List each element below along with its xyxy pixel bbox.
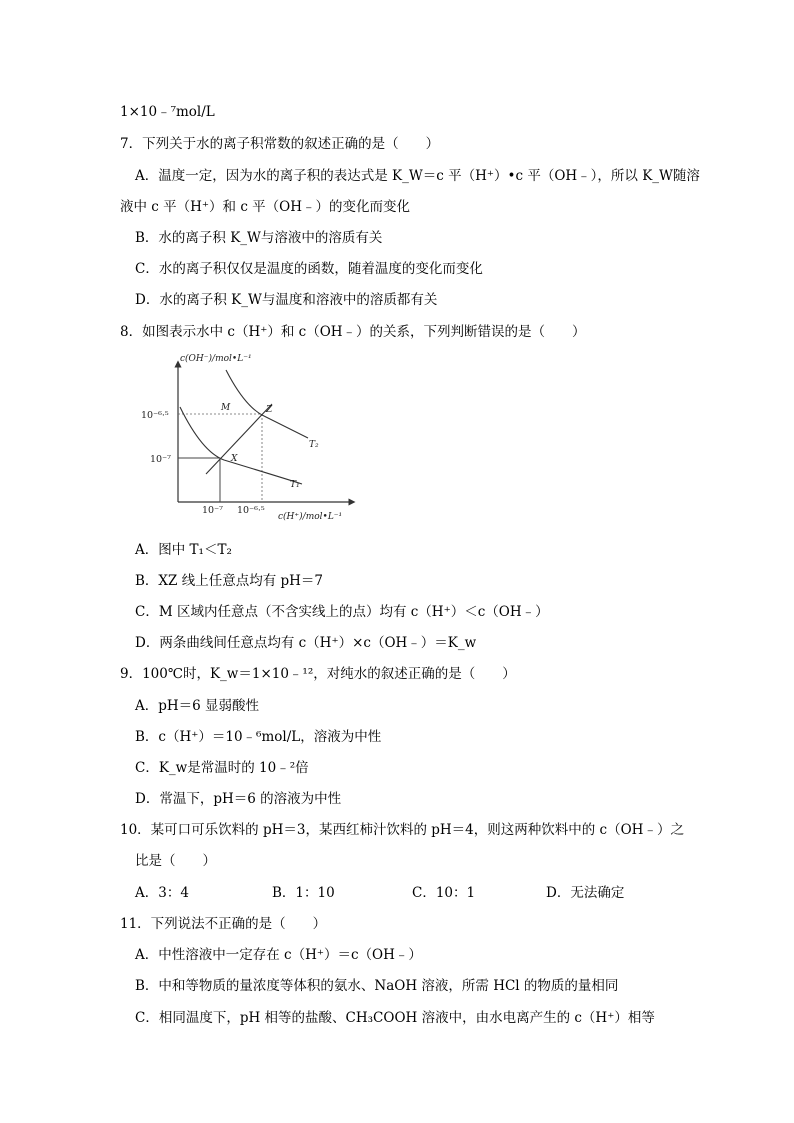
kw-curve-svg bbox=[140, 352, 365, 524]
kw-curve-figure bbox=[140, 352, 365, 524]
point-label-z: Z bbox=[266, 405, 273, 415]
q7-option-b: B．水的离子积 K_W与溶液中的溶质有关 bbox=[135, 230, 383, 246]
curve-t1 bbox=[180, 407, 302, 484]
question-7: 7．下列关于水的离子积常数的叙述正确的是（ ） bbox=[120, 136, 440, 152]
q10-option-d: D．无法确定 bbox=[546, 885, 625, 901]
q10-option-a: A．3：4 bbox=[135, 885, 189, 901]
curve-label-t1: T₁ bbox=[290, 480, 300, 490]
q8-option-a: A．图中 T₁＜T₂ bbox=[135, 542, 232, 558]
q7-option-a-line1: A．温度一定，因为水的离子积的表达式是 K_W＝c 平（H⁺）•c 平（OH﹣），所以 K_W随溶 bbox=[135, 168, 700, 184]
q7-option-a-line2: 液中 c 平（H⁺）和 c 平（OH﹣）的变化而变化 bbox=[120, 199, 411, 215]
y-tick-1: 10⁻⁶·⁵ bbox=[141, 410, 169, 421]
q8-option-b: B．XZ 线上任意点均有 pH＝7 bbox=[135, 573, 323, 589]
q11-option-a: A．中性溶液中一定存在 c（H⁺）＝c（OH﹣） bbox=[135, 947, 422, 963]
y-tick-2: 10⁻⁷ bbox=[150, 454, 171, 465]
question-10: 10．某可口可乐饮料的 pH＝3，某西红柿汁饮料的 pH＝4，则这两种饮料中的 c（OH﹣）之 bbox=[120, 822, 684, 838]
q9-option-c: C．K_w是常温时的 10﹣²倍 bbox=[135, 760, 309, 776]
q10-option-b: B．1：10 bbox=[272, 885, 335, 901]
q11-option-c: C．相同温度下，pH 相等的盐酸、CH₃COOH 溶液中，由水电离产生的 c（H⁺）相等 bbox=[135, 1010, 655, 1026]
curve-t2 bbox=[226, 370, 308, 438]
question-9: 9．100℃时，K_w＝1×10﹣¹²，对纯水的叙述正确的是（ ） bbox=[120, 666, 516, 682]
q7-option-d: D．水的离子积 K_W与温度和溶液中的溶质都有关 bbox=[135, 292, 438, 308]
q9-option-d: D．常温下，pH＝6 的溶液为中性 bbox=[135, 791, 342, 807]
curve-label-t2: T₂ bbox=[309, 440, 319, 450]
question-11: 11．下列说法不正确的是（ ） bbox=[120, 916, 327, 932]
q8-option-c: C．M 区域内任意点（不含实线上的点）均有 c（H⁺）＜c（OH﹣） bbox=[135, 604, 549, 620]
text-line: 1×10﹣⁷mol/L bbox=[120, 104, 215, 120]
question-10-cont: 比是（ ） bbox=[135, 853, 216, 869]
q10-option-c: C．10：1 bbox=[412, 885, 476, 901]
point-label-m: M bbox=[221, 403, 231, 413]
q11-option-b: B．中和等物质的量浓度等体积的氨水、NaOH 溶液，所需 HCl 的物质的量相同 bbox=[135, 978, 619, 994]
q7-option-c: C．水的离子积仅仅是温度的函数，随着温度的变化而变化 bbox=[135, 261, 483, 277]
q8-option-d: D．两条曲线间任意点均有 c（H⁺）×c（OH﹣）＝K_w bbox=[135, 635, 477, 651]
x-axis-label: c(H⁺)/mol•L⁻¹ bbox=[278, 512, 343, 522]
q9-option-b: B．c（H⁺）＝10﹣⁶mol/L，溶液为中性 bbox=[135, 729, 382, 745]
x-tick-1: 10⁻⁷ bbox=[202, 505, 223, 516]
q9-option-a: A．pH＝6 显弱酸性 bbox=[135, 698, 260, 714]
question-8: 8．如图表示水中 c（H⁺）和 c（OH﹣）的关系，下列判断错误的是（ ） bbox=[120, 324, 586, 340]
x-tick-2: 10⁻⁶·⁵ bbox=[237, 505, 265, 516]
point-label-x: X bbox=[231, 454, 238, 464]
y-axis-label: c(OH⁻)/mol•L⁻¹ bbox=[180, 354, 252, 364]
